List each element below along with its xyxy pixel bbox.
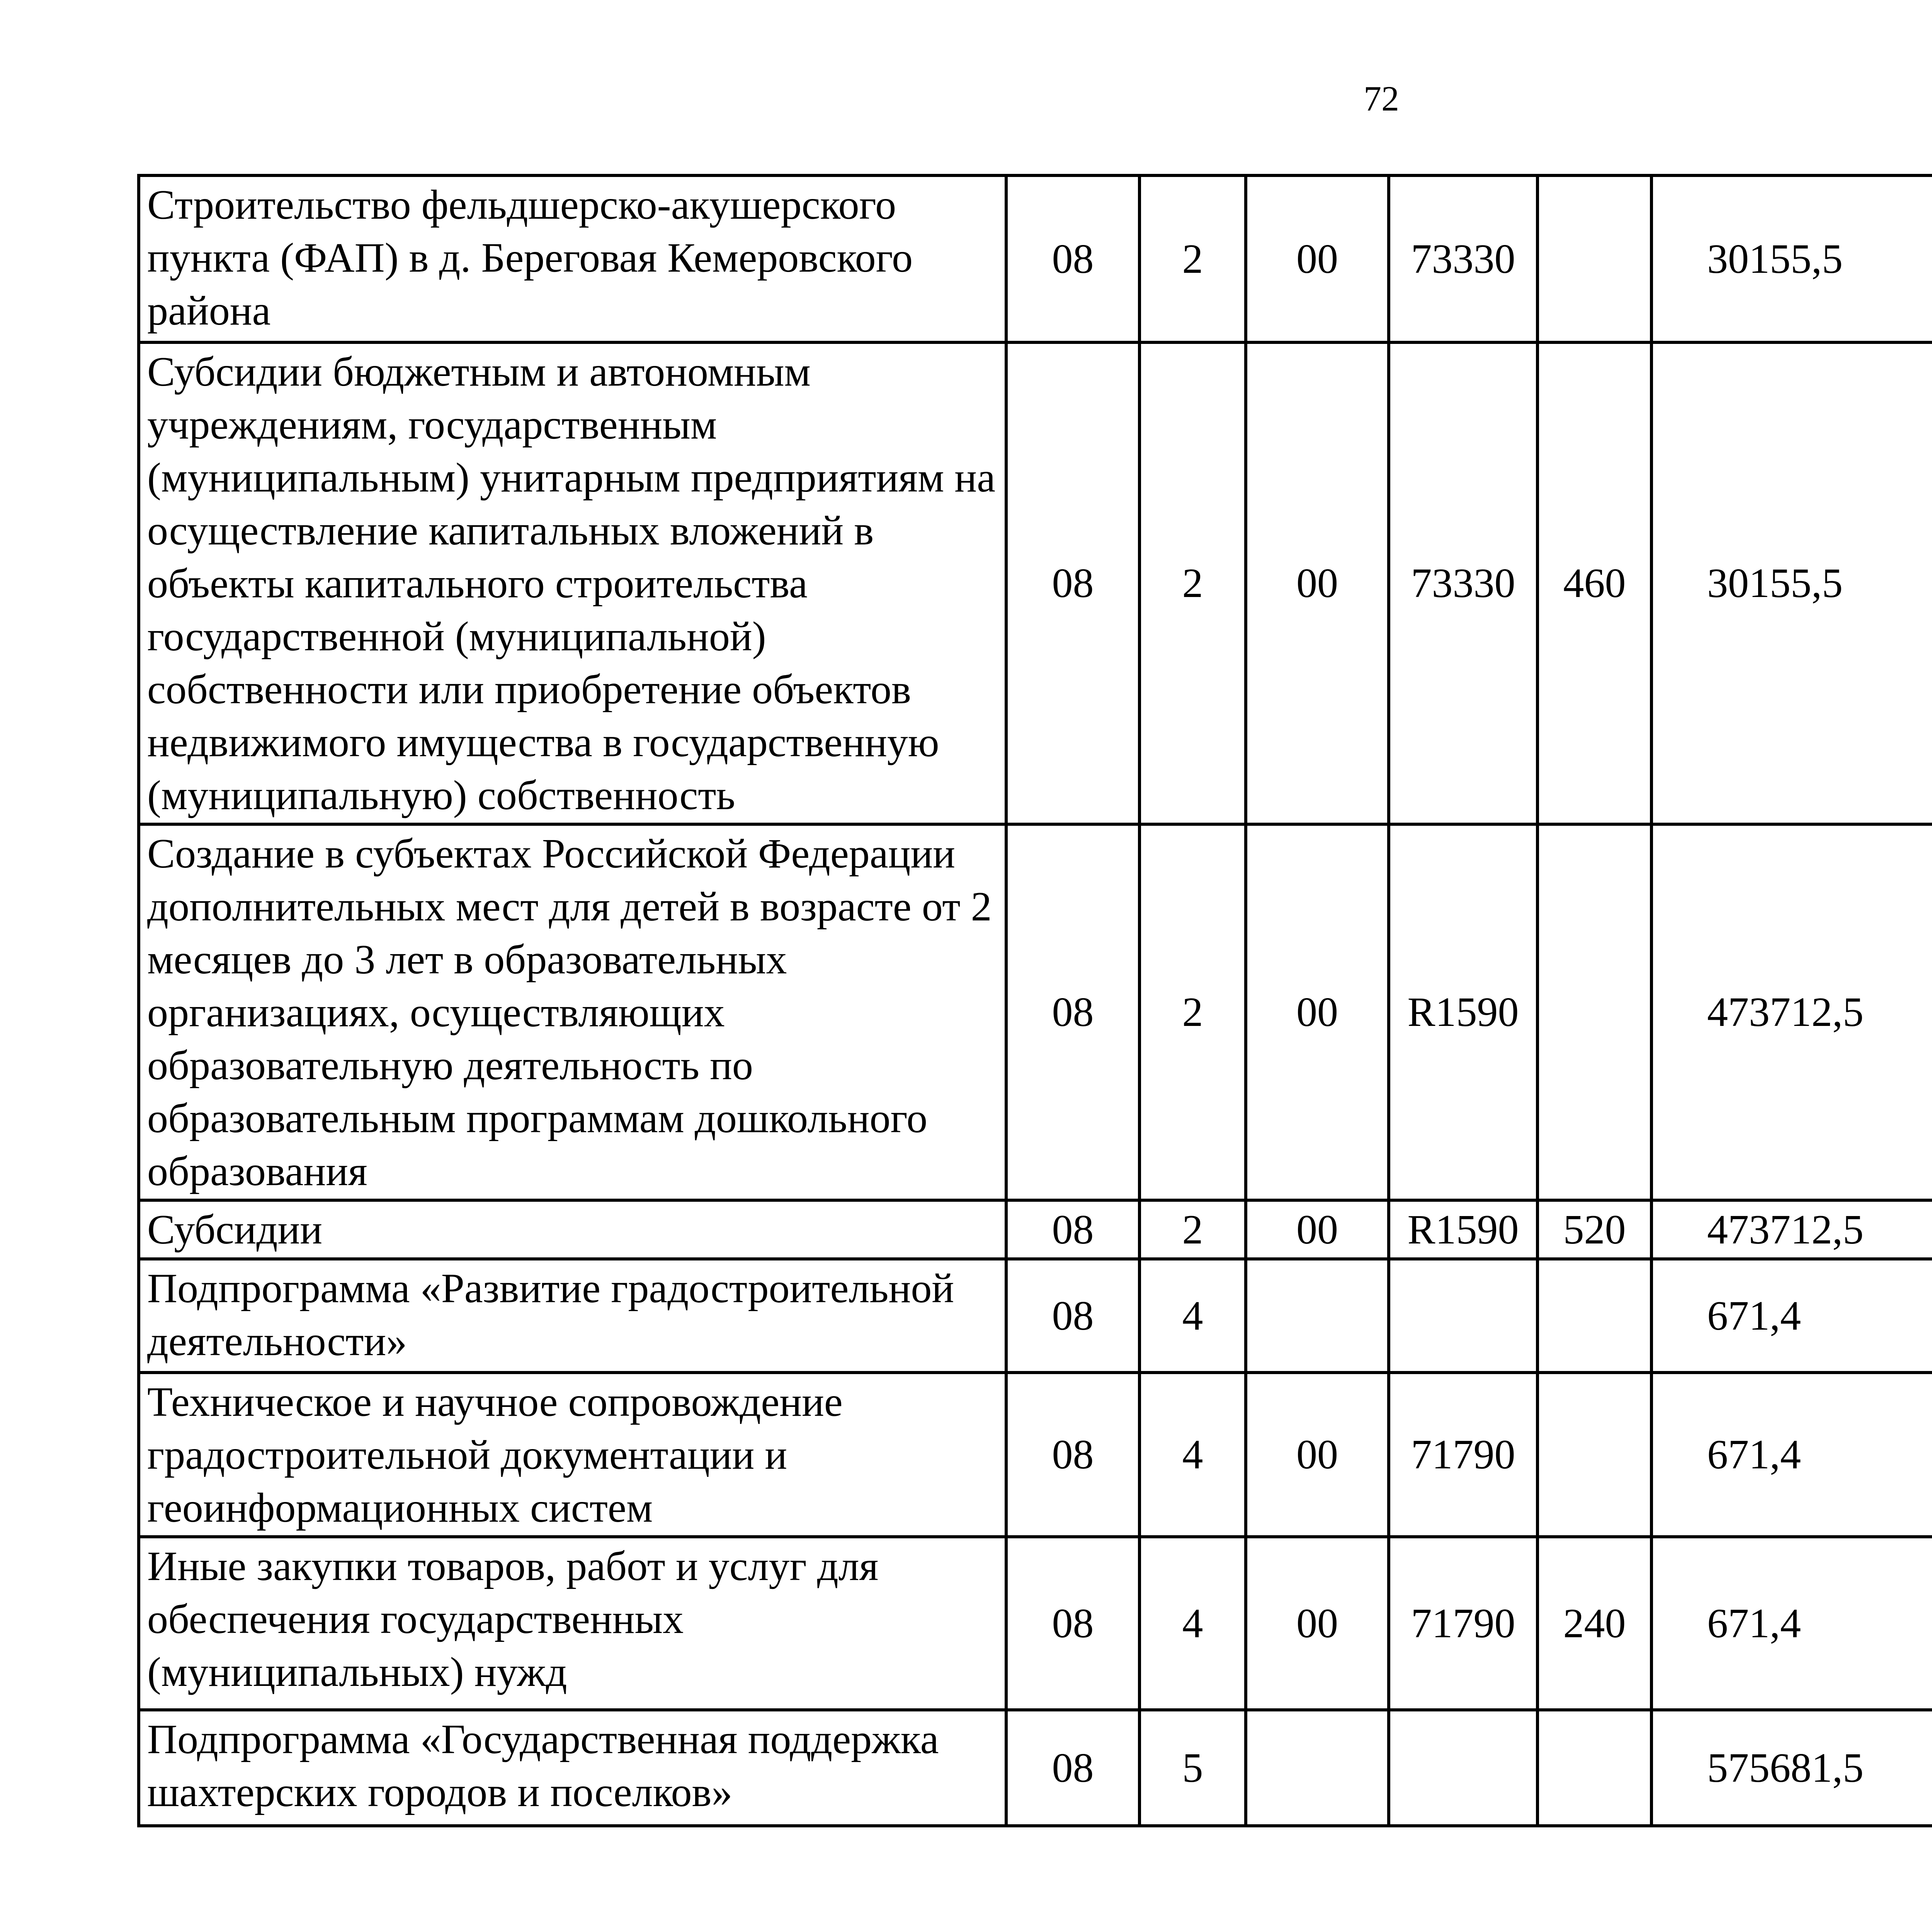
table-row (139, 175, 1932, 342)
table-row (139, 1710, 1932, 1826)
subprogram-code: 00 (1246, 342, 1389, 824)
section-code: 08 (1006, 175, 1139, 342)
section-code: 08 (1006, 1537, 1139, 1710)
program-code: 2 (1139, 824, 1246, 1200)
direction-code (1389, 1259, 1537, 1373)
subprogram-code: 00 (1246, 1537, 1389, 1710)
program-code: 2 (1139, 342, 1246, 824)
expense-type-code (1537, 1259, 1651, 1373)
program-code: 4 (1139, 1537, 1246, 1710)
expense-type-code: 460 (1537, 342, 1651, 824)
page-number: 72 (1364, 79, 1399, 118)
section-code: 08 (1006, 1373, 1139, 1537)
amount-year-1: 671,4 (1651, 1373, 1932, 1537)
row-name: Субсидии (139, 1200, 1006, 1259)
table-row (139, 1259, 1932, 1373)
amount-year-1: 671,4 (1651, 1537, 1932, 1710)
table-row (139, 1373, 1932, 1537)
expense-type-code: 240 (1537, 1537, 1651, 1710)
amount-year-1: 30155,5 (1651, 175, 1932, 342)
section-code: 08 (1006, 1259, 1139, 1373)
expense-type-code (1537, 175, 1651, 342)
table-row (139, 824, 1932, 1200)
table-row (139, 342, 1932, 824)
subprogram-code: 00 (1246, 175, 1389, 342)
subprogram-code (1246, 1710, 1389, 1826)
section-code: 08 (1006, 342, 1139, 824)
subprogram-code (1246, 1259, 1389, 1373)
section-code: 08 (1006, 824, 1139, 1200)
direction-code: 71790 (1389, 1537, 1537, 1710)
direction-code: 73330 (1389, 342, 1537, 824)
direction-code: R1590 (1389, 824, 1537, 1200)
row-name: Субсидии бюджетным и автономным учреждениям, государственным (муниципальным) унитарным предприятиям на осуществление капитальных вложений в объекты капитального строительства государственной (муниципальной) собственности или приобретение объектов недвижимого имущества в государственную (муниципальную) собственность (139, 342, 1006, 824)
table-row (139, 1200, 1932, 1259)
amount-year-1: 473712,5 (1651, 824, 1932, 1200)
program-code: 4 (1139, 1259, 1246, 1373)
amount-year-1: 671,4 (1651, 1259, 1932, 1373)
row-name: Создание в субъектах Российской Федерации дополнительных мест для детей в возрасте от 2 месяцев до 3 лет в образовательных организациях, осуществляющих образовательную деятельность по образовательным программам дошкольного образования (139, 824, 1006, 1200)
amount-year-1: 575681,5 (1651, 1710, 1932, 1826)
budget-table (137, 174, 1932, 1827)
row-name: Иные закупки товаров, работ и услуг для обеспечения государственных (муниципальных) нужд (139, 1537, 1006, 1710)
program-code: 2 (1139, 1200, 1246, 1259)
section-code: 08 (1006, 1200, 1139, 1259)
direction-code: 73330 (1389, 175, 1537, 342)
amount-year-1: 473712,5 (1651, 1200, 1932, 1259)
program-code: 2 (1139, 175, 1246, 342)
table-row (139, 1537, 1932, 1710)
expense-type-code (1537, 1710, 1651, 1826)
row-name: Строительство фельдшерско-акушерского пункта (ФАП) в д. Береговая Кемеровского района (139, 175, 1006, 342)
amount-year-1: 30155,5 (1651, 342, 1932, 824)
subprogram-code: 00 (1246, 1200, 1389, 1259)
program-code: 5 (1139, 1710, 1246, 1826)
direction-code: 71790 (1389, 1373, 1537, 1537)
subprogram-code: 00 (1246, 824, 1389, 1200)
row-name: Техническое и научное сопровождение градостроительной документации и геоинформационных систем (139, 1373, 1006, 1537)
subprogram-code: 00 (1246, 1373, 1389, 1537)
expense-type-code (1537, 1373, 1651, 1537)
expense-type-code (1537, 824, 1651, 1200)
direction-code (1389, 1710, 1537, 1826)
direction-code: R1590 (1389, 1200, 1537, 1259)
row-name: Подпрограмма «Развитие градостроительной деятельности» (139, 1259, 1006, 1373)
program-code: 4 (1139, 1373, 1246, 1537)
section-code: 08 (1006, 1710, 1139, 1826)
row-name: Подпрограмма «Государственная поддержка шахтерских городов и поселков» (139, 1710, 1006, 1826)
expense-type-code: 520 (1537, 1200, 1651, 1259)
